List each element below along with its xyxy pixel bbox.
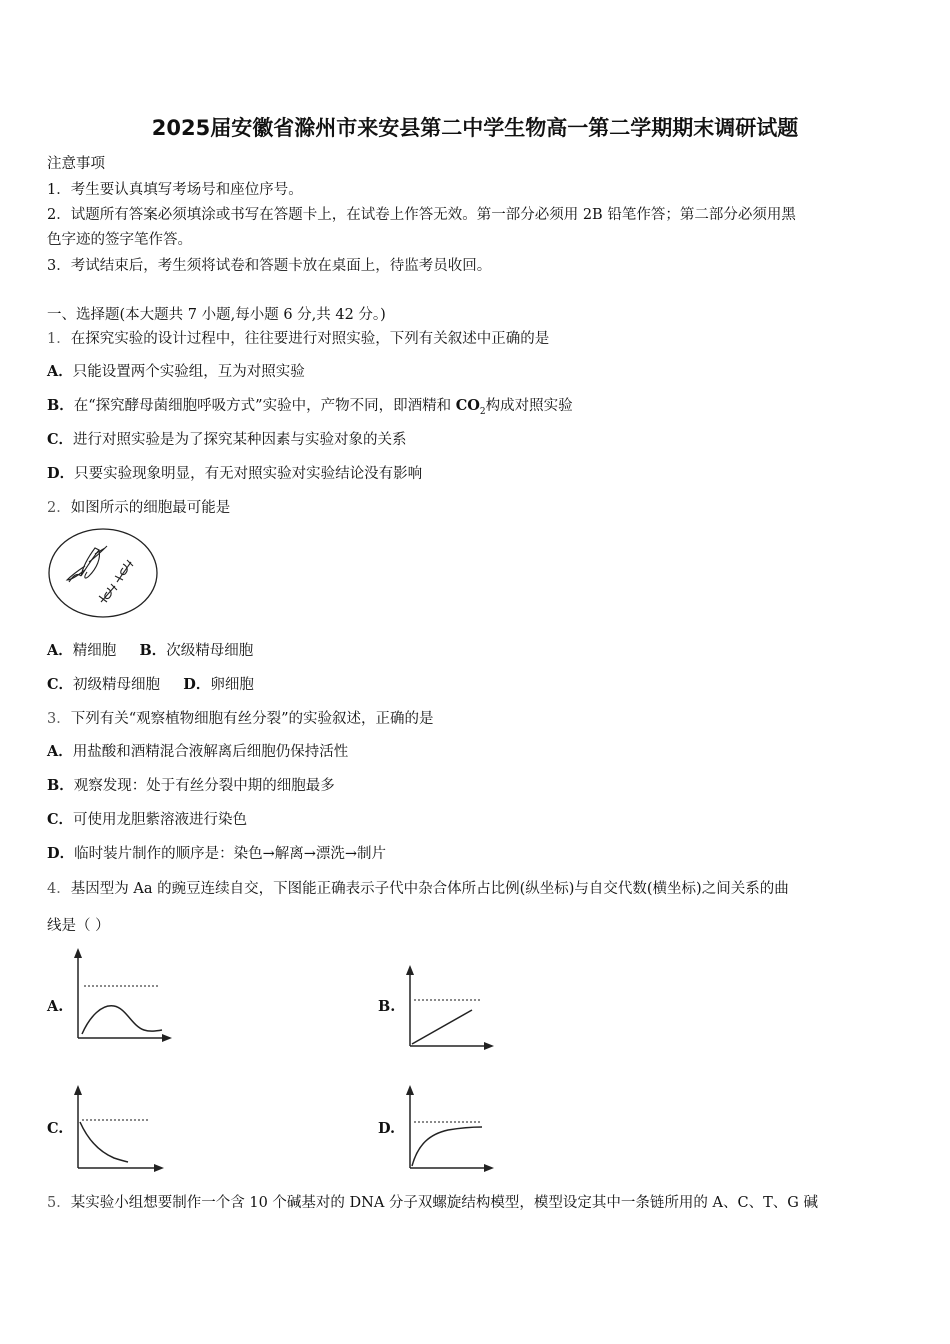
- option-letter: B．: [47, 397, 74, 414]
- option-text: 临时装片制作的顺序是：染色→解离→漂洗→制片: [74, 846, 387, 862]
- note-item: 3．考试结束后，考生须将试卷和答题卡放在桌面上，待监考员收回。: [47, 258, 492, 274]
- page-title: 2025届安徽省滁州市来安县第二中学生物高一第二学期期末调研试题: [151, 116, 799, 140]
- question-stem: 基因型为 Aa 的豌豆连续自交，下图能正确表示子代中杂合体所占比例(纵坐标)与自交代数(横坐标)之间关系的曲: [70, 881, 789, 897]
- q3-option-c: [47, 808, 247, 829]
- chromosome-large: [67, 546, 107, 582]
- graph-c-label: C.: [47, 1120, 64, 1137]
- option-letter: C．: [47, 431, 74, 448]
- note-item: 色字迹的签字笔作答。: [47, 232, 192, 248]
- graph-b: [398, 962, 498, 1052]
- q2-options-row1: [47, 639, 253, 660]
- x-axis-arrow: [484, 1164, 494, 1172]
- option-text: 精细胞: [72, 643, 117, 659]
- q3-option-b: [47, 774, 335, 795]
- q3-option-a: [47, 740, 348, 761]
- graph-d: [398, 1082, 498, 1174]
- option-letter: A．: [47, 363, 73, 380]
- option-text: 可使用龙胆紫溶液进行染色: [73, 812, 248, 828]
- y-axis-arrow: [406, 965, 414, 975]
- q1-option-a: [47, 360, 305, 381]
- notes-heading: 注意事项: [47, 156, 105, 172]
- question-5: [47, 1191, 818, 1212]
- option-letter: C．: [47, 811, 74, 828]
- option-text: 只能设置两个实验组，互为对照实验: [72, 364, 305, 380]
- note-item: 1．考生要认真填写考场号和座位序号。: [47, 182, 303, 198]
- option-text: 观察发现：处于有丝分裂中期的细胞最多: [73, 778, 335, 794]
- x-axis-arrow: [162, 1034, 172, 1042]
- graph-b-label: B.: [378, 998, 396, 1015]
- question-stem: 某实验小组想要制作一个含 10 个碱基对的 DNA 分子双螺旋结构模型，模型设定其中一条链所用的 A、C、T、G 碱: [70, 1195, 818, 1211]
- cell-membrane: [49, 529, 157, 617]
- question-number: 1．: [47, 331, 71, 347]
- option-letter: D．: [183, 676, 211, 693]
- question-stem: 下列有关“观察植物细胞有丝分裂”的实验叙述，正确的是: [70, 711, 434, 727]
- chromosome-small-1: [115, 560, 133, 582]
- graph-a-label: A.: [47, 998, 64, 1015]
- option-letter: C．: [47, 676, 74, 693]
- option-text: 构成对照实验: [485, 398, 573, 414]
- question-1: [47, 327, 549, 348]
- graph-c: [66, 1082, 170, 1174]
- question-stem: 在探究实验的设计过程中，往往要进行对照实验，下列有关叙述中正确的是: [70, 331, 550, 347]
- question-number: 3．: [47, 711, 71, 727]
- option-letter: B．: [139, 642, 167, 659]
- curve: [82, 1006, 162, 1034]
- q1-option-b: [47, 394, 573, 417]
- q3-option-d: [47, 842, 386, 863]
- q1-option-d: [47, 462, 422, 483]
- section-heading: 一、选择题(本大题共 7 小题,每小题 6 分,共 42 分。): [47, 307, 386, 323]
- option-text: 在“探究酵母菌细胞呼吸方式”实验中，产物不同，即酒精和: [73, 398, 456, 414]
- question-2: [47, 496, 230, 517]
- option-letter: D．: [47, 845, 75, 862]
- option-letter: D．: [47, 465, 75, 482]
- curve: [412, 1127, 482, 1166]
- question-number: 2．: [47, 500, 71, 516]
- option-text: 初级精母细胞: [73, 677, 161, 693]
- question-number: 5．: [47, 1195, 71, 1211]
- y-axis-arrow: [74, 1085, 82, 1095]
- graph-d-label: D.: [378, 1120, 396, 1137]
- question-stem: 如图所示的细胞最可能是: [70, 500, 231, 516]
- chemical-subscript: 2: [479, 406, 486, 417]
- chromosome-small-2: [99, 584, 117, 602]
- chemical-formula: CO: [455, 397, 480, 414]
- question-4-line2: 线是（ ）: [47, 918, 110, 934]
- option-text: 只要实验现象明显，有无对照实验对实验结论没有影响: [74, 466, 423, 482]
- option-text: 用盐酸和酒精混合液解离后细胞仍保持活性: [72, 744, 349, 760]
- option-text: 卵细胞: [210, 677, 254, 693]
- curve: [80, 1122, 128, 1162]
- option-text: 进行对照实验是为了探究某种因素与实验对象的关系: [73, 432, 407, 448]
- curve: [412, 1010, 472, 1044]
- y-axis-arrow: [74, 948, 82, 958]
- graph-a: [66, 946, 176, 1046]
- option-text: 次级精母细胞: [166, 643, 254, 659]
- y-axis-arrow: [406, 1085, 414, 1095]
- question-4: [47, 877, 789, 898]
- cell-figure: [45, 526, 160, 622]
- x-axis-arrow: [154, 1164, 164, 1172]
- option-letter: B．: [47, 777, 74, 794]
- note-item: 2．试题所有答案必须填涂或书写在答题卡上，在试卷上作答无效。第一部分必须用 2B 铅笔作答；第二部分必须用黑: [47, 207, 796, 223]
- question-number: 4．: [47, 881, 71, 897]
- option-letter: A．: [47, 642, 73, 659]
- q2-options-row2: [47, 673, 254, 694]
- question-3: [47, 707, 434, 728]
- option-letter: A．: [47, 743, 73, 760]
- x-axis-arrow: [484, 1042, 494, 1050]
- q1-option-c: [47, 428, 407, 449]
